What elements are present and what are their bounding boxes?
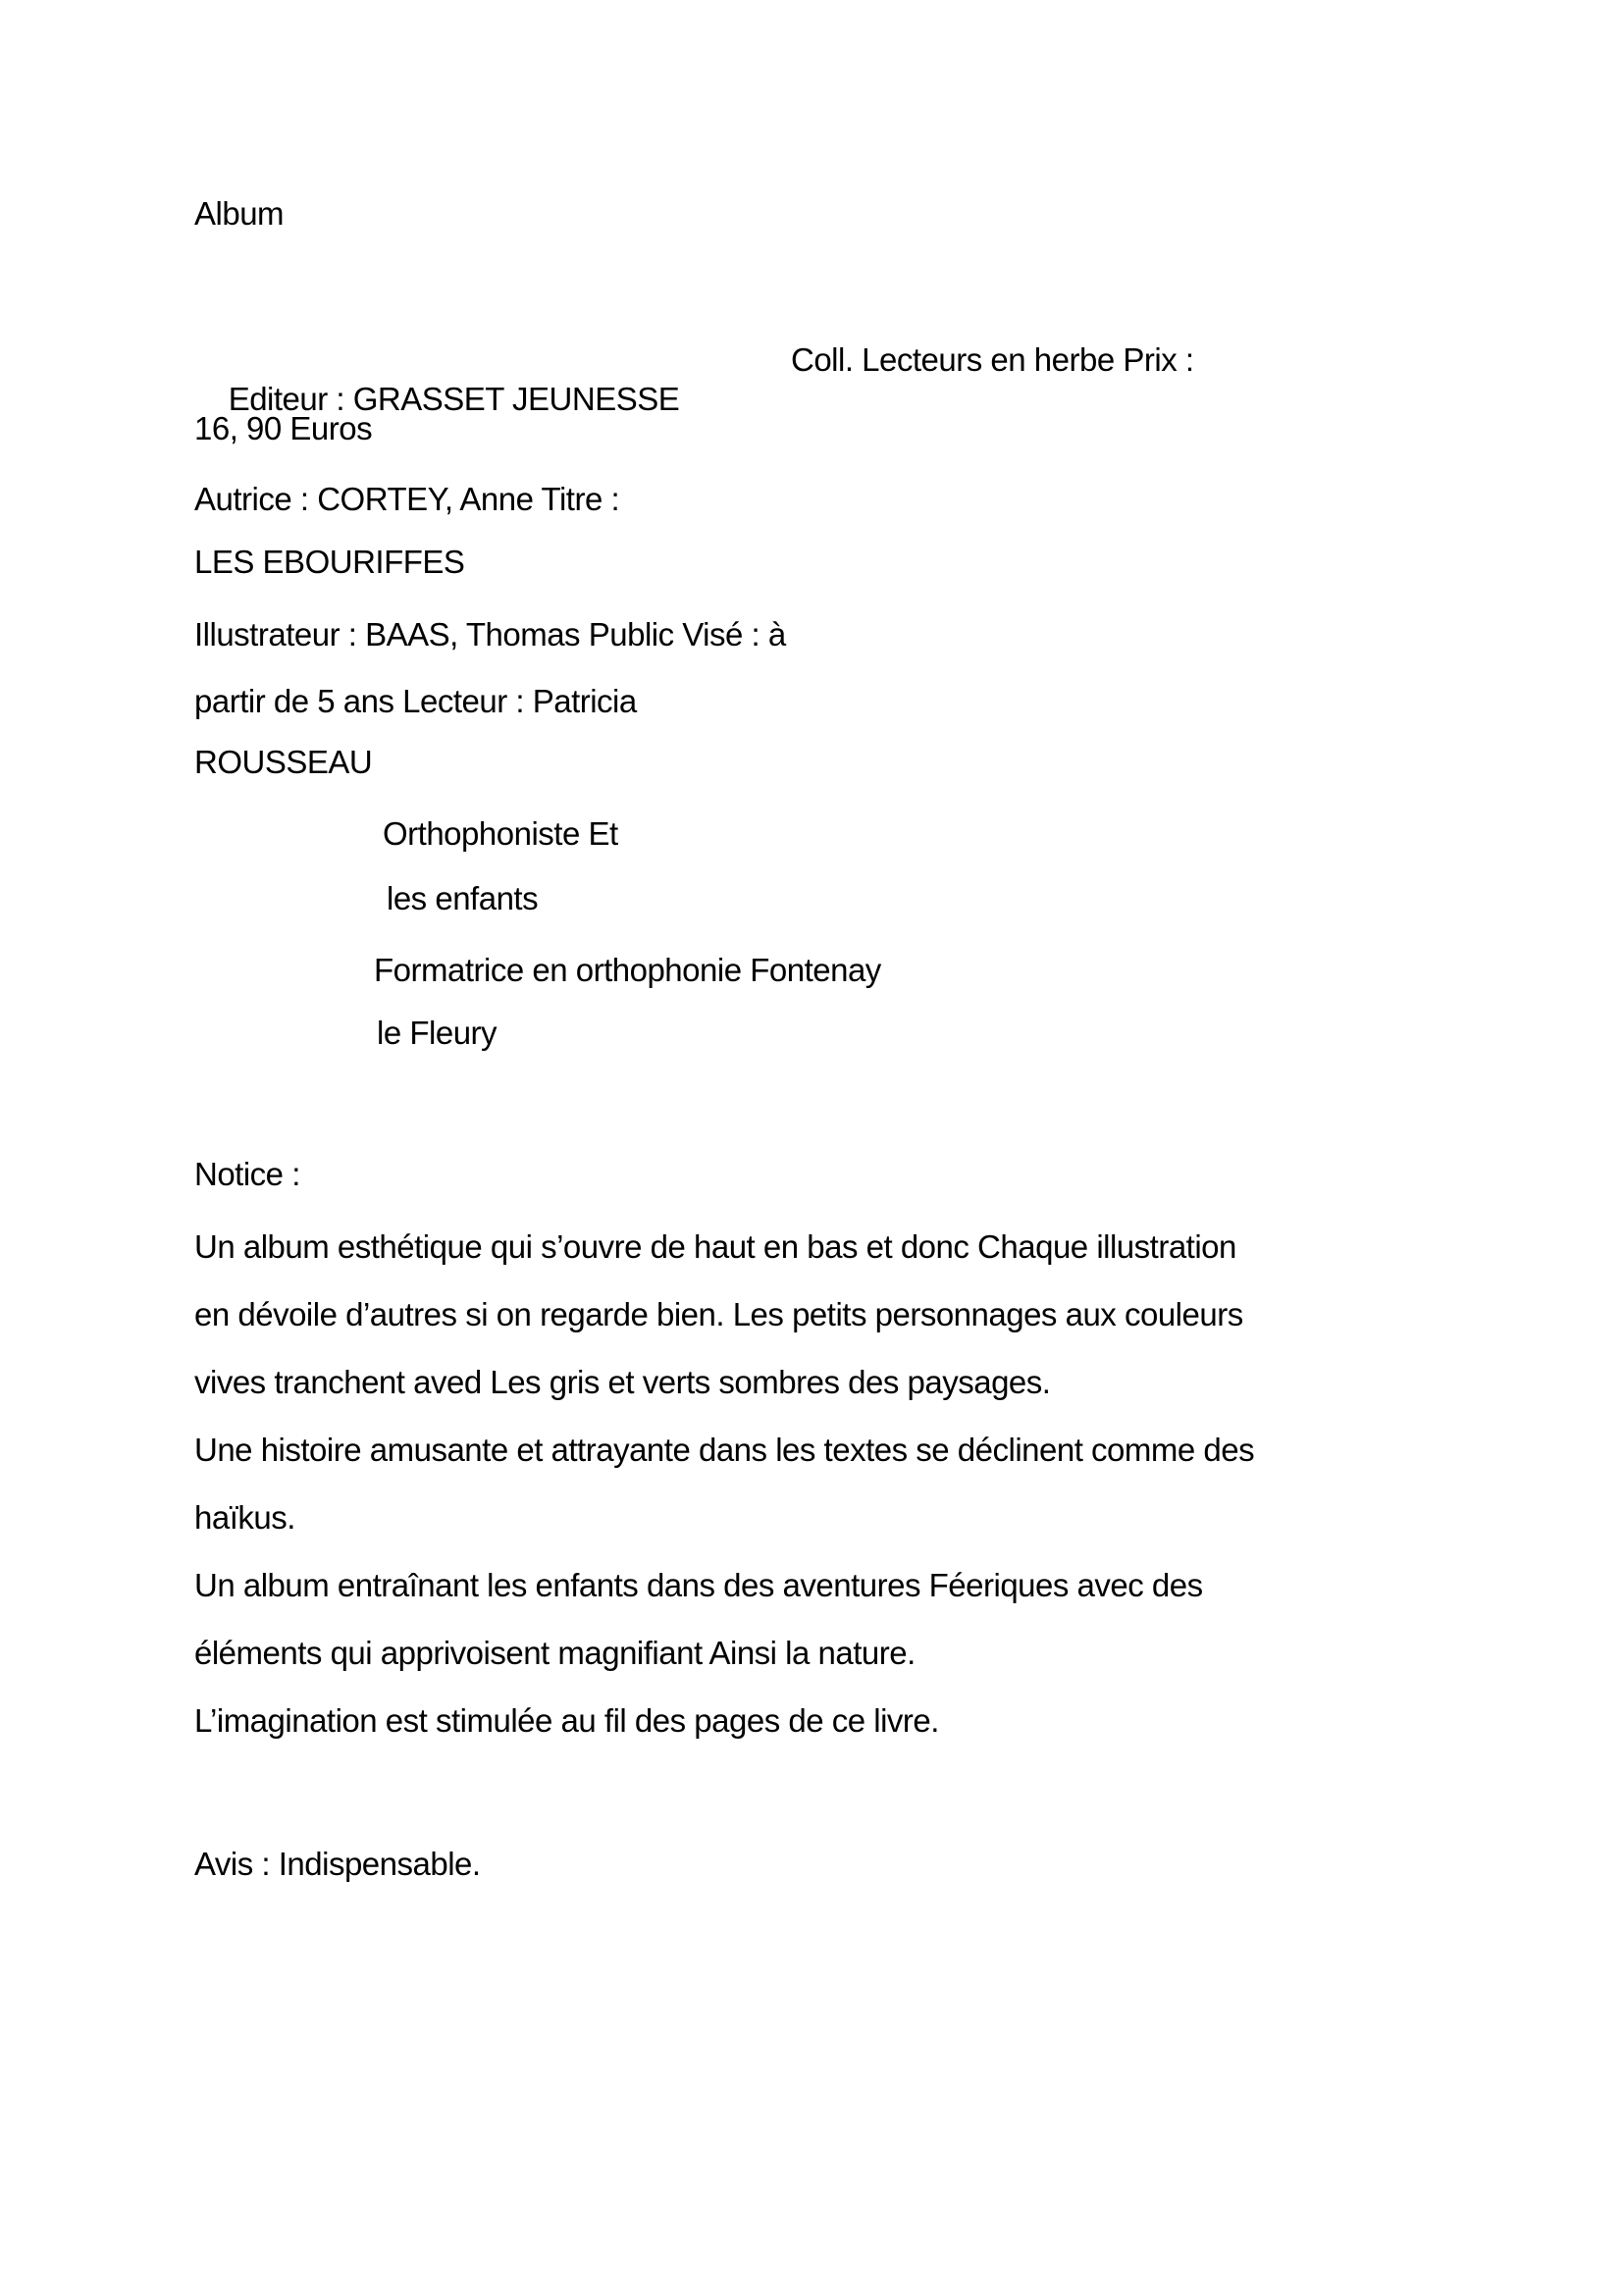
illustrator-audience-line: Illustrateur : BAAS, Thomas Public Visé : à bbox=[194, 616, 786, 652]
publisher-text: Editeur : GRASSET JEUNESSE bbox=[228, 381, 680, 417]
book-title-line: LES EBOURIFFES bbox=[194, 544, 465, 580]
avis-line: Avis : Indispensable. bbox=[194, 1846, 481, 1882]
notice-line: éléments qui apprivoisent magnifiant Ainsi la nature. bbox=[194, 1635, 916, 1671]
notice-line: Un album esthétique qui s’ouvre de haut en bas et donc Chaque illustration bbox=[194, 1228, 1236, 1265]
reader-detail-line: le Fleury bbox=[377, 1015, 498, 1051]
reader-name-line: ROUSSEAU bbox=[194, 744, 373, 780]
author-title-line: Autrice : CORTEY, Anne Titre : bbox=[194, 481, 620, 517]
reader-detail-line: Orthophoniste Et bbox=[383, 815, 618, 852]
notice-line: haïkus. bbox=[194, 1499, 295, 1536]
price-line: 16, 90 Euros bbox=[194, 410, 373, 446]
notice-line: vives tranchent aved Les gris et verts sombres des paysages. bbox=[194, 1364, 1051, 1400]
audience-reader-line: partir de 5 ans Lecteur : Patricia bbox=[194, 683, 637, 719]
notice-line: Une histoire amusante et attrayante dans les textes se déclinent comme des bbox=[194, 1432, 1255, 1468]
notice-line: en dévoile d’autres si on regarde bien. Les petits personnages aux couleurs bbox=[194, 1296, 1243, 1332]
notice-heading: Notice : bbox=[194, 1156, 300, 1192]
notice-line: Un album entraînant les enfants dans des aventures Féeriques avec des bbox=[194, 1567, 1203, 1603]
notice-line: L’imagination est stimulée au fil des pages de ce livre. bbox=[194, 1702, 939, 1739]
reader-detail-line: les enfants bbox=[387, 880, 539, 916]
category-line: Album bbox=[194, 195, 285, 232]
collection-price-text: Coll. Lecteurs en herbe Prix : bbox=[791, 341, 1194, 378]
reader-detail-line: Formatrice en orthophonie Fontenay bbox=[374, 952, 881, 988]
